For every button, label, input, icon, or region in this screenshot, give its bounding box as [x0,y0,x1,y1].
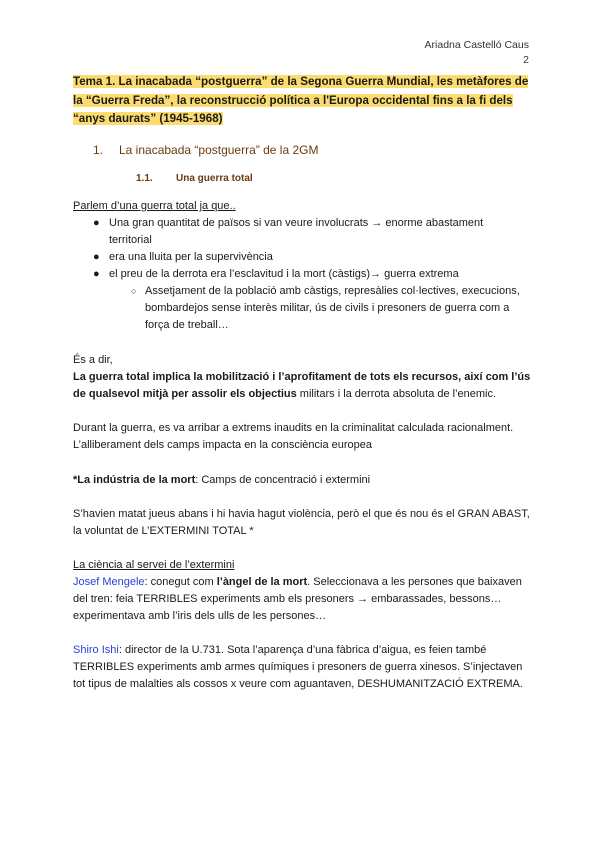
list-item: ● Una gran quantitat de països si van veure involucrats → enorme abastament territorial [93,217,484,246]
list-item: ● el preu de la derrota era l’esclavitud i la mort (càstigs)→ guerra extrema [93,268,459,280]
header-author: Ariadna Castelló Caus [424,39,529,51]
section-number: 1. [93,143,104,157]
subsection-number: 1.1. [136,173,153,184]
mengele-paragraph: Josef Mengele: conegut com l’àngel de la mort. Seleccionava a les persones que baixaven del tren: feia TERRIBLES experiments amb els presoners → embarassades, bessons… experimentava amb l’iris dels ulls de les persones… [73,576,522,622]
subsection-heading-1-1 [136,173,253,184]
total-war-intro: Parlem d’una guerra total ja que.. [73,200,236,212]
ishi-name: Shiro Ishi [73,644,119,656]
total-war-definition: La guerra total implica la mobilització i l’aprofitament de tots els recursos, així com l’ús de qualsevol mitjà per assolir els objectius militars i la derrota absoluta de l’enemic. [73,371,531,400]
title-highlight: Tema 1. La inacabada “postguerra” de la Segona Guerra Mundial, les metàfores de la “Guerra Freda”, la reconstrucció política a l'Europa occidental fins a la fi dels “anys daurats” (1945-1968) [73,75,529,125]
subsection-label: Una guerra total [176,173,253,184]
page-number: 2 [523,54,529,66]
section-label: La inacabada “postguerra” de la 2GM [119,143,319,157]
durant-guerra-line: Durant la guerra, es va arribar a extrems inaudits en la criminalitat calculada racionalment. [73,422,514,434]
alliberament-line: L’alliberament dels camps impacta en la consciència europea [73,439,373,451]
es-a-dir: És a dir, [73,354,113,366]
ishi-paragraph: Shiro Ishi: director de la U.731. Sota l’aparença d’una fàbrica d’aigua, es feien també TERRIBLES experiments amb armes químiques i presoners de guerra xinesos. S’injectaven tot tipus de malalties als cossos x veure com aguantaven, DESHUMANITZACIÓ EXTREMA. [73,644,523,690]
science-heading: La ciència al servei de l’extermini [73,559,235,571]
list-item: ● era una lluita per la supervivència [93,251,273,263]
industry-of-death: *La indústria de la mort: Camps de concentració i extermini [73,474,371,486]
mengele-name: Josef Mengele [73,576,145,588]
sub-bullet-list [131,283,523,334]
section-heading-1 [93,143,318,157]
list-item: ○ Assetjament de la població amb càstigs, represàlies col·lectives, execucions, bombardejos sense interès militar, ús de civils i presoners de guerra com a força de treball… [131,285,520,331]
bullet-list [93,215,513,283]
document-title [73,72,533,128]
jews-paragraph: S’havien matat jueus abans i hi havia hagut violència, però el que és nou és el GRAN ABAST, la voluntat de L’EXTERMINI TOTAL * [73,508,530,537]
